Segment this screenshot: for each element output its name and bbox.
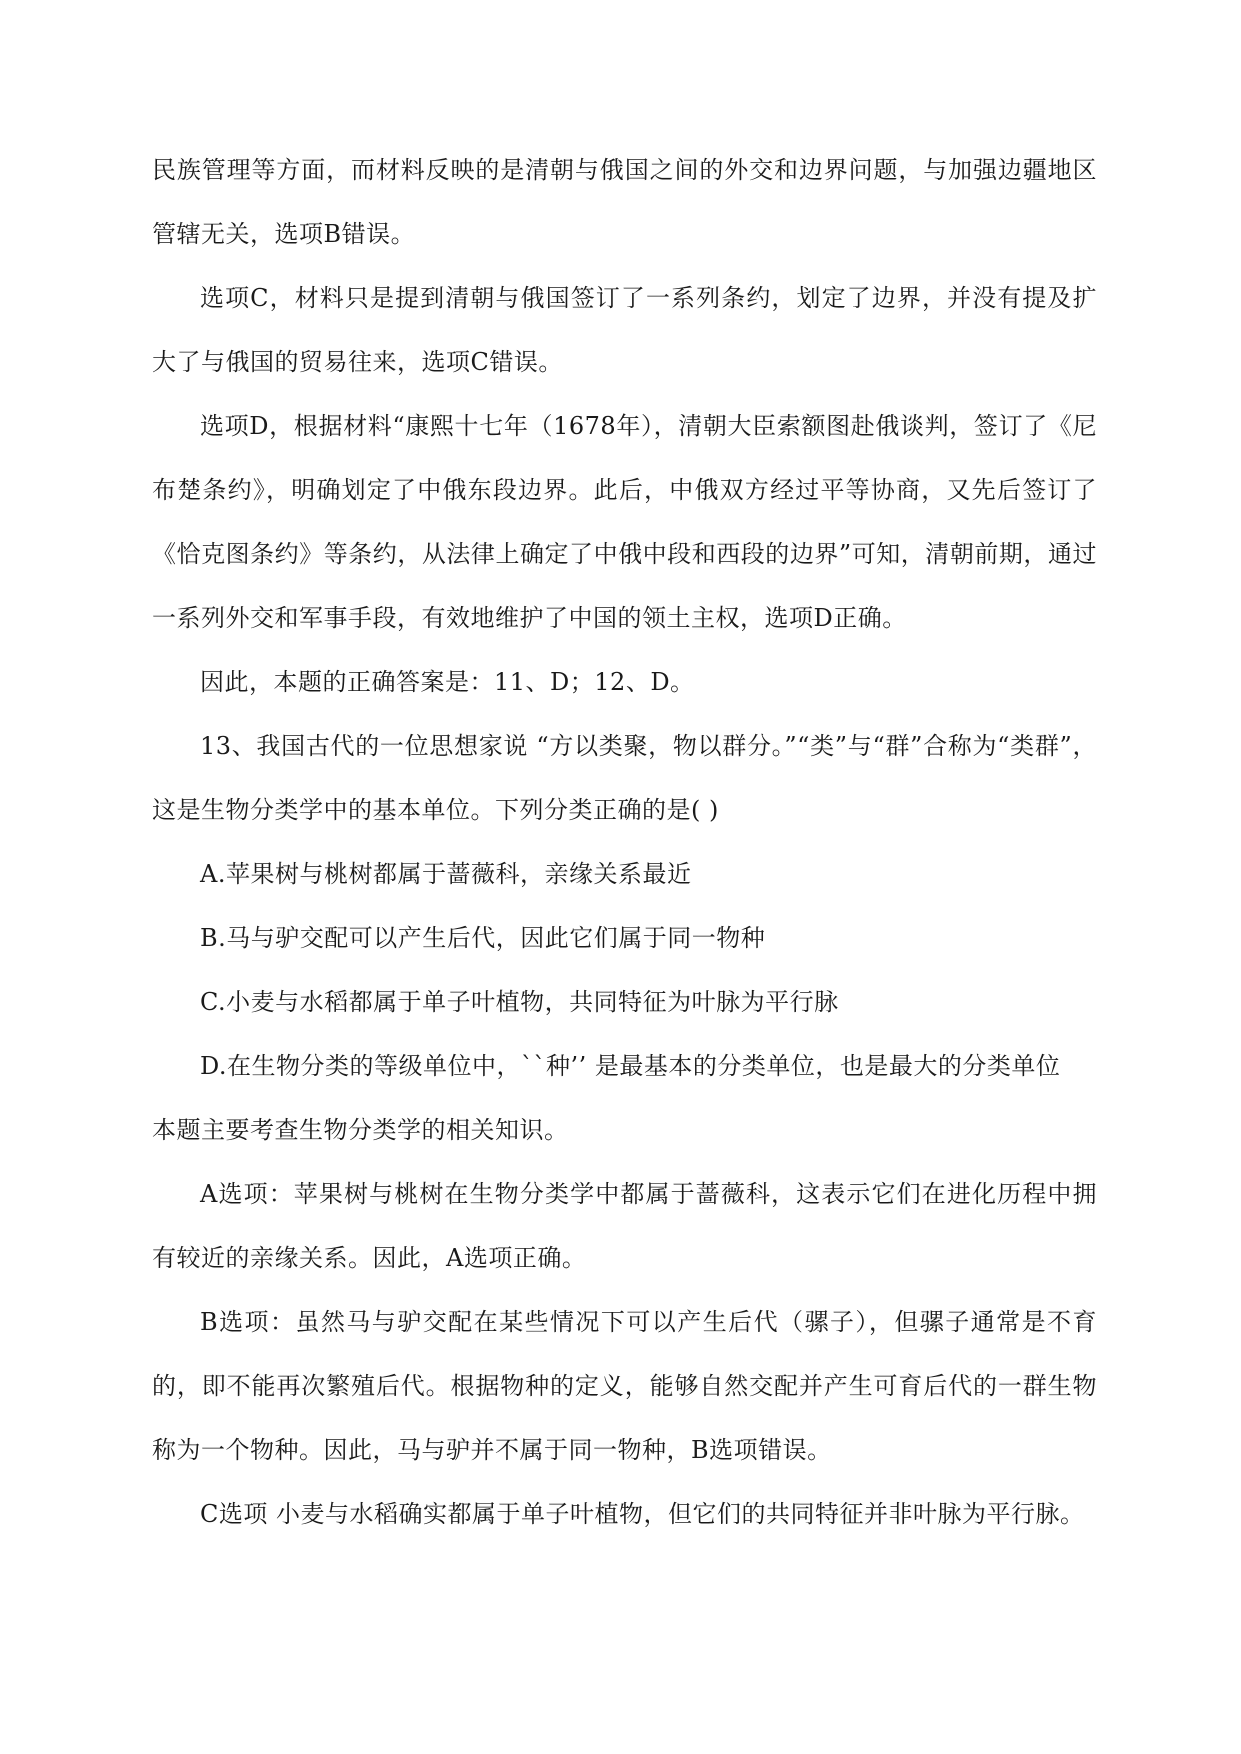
document-body: [152, 138, 1097, 1546]
paragraph-answer: 因此，本题的正确答案是：11、D；12、D。: [200, 668, 695, 696]
paragraph-option-d: 选项D，根据材料“康熙十七年（1678年），清朝大臣索额图赴俄谈判，签订了《尼布楚条约》，明确划定了中俄东段边界。此后，中俄双方经过平等协商，又先后签订了《恰克图条约》等条约，从法律上确定了中俄中段和西段的边界”可知，清朝前期，通过一系列外交和军事手段，有效地维护了中国的领土主权，选项D正确。: [152, 412, 1097, 632]
choice-d: D.在生物分类的等级单位中，``种’’ 是最基本的分类单位，也是最大的分类单位: [200, 1052, 1061, 1080]
choice-c: C.小麦与水稻都属于单子叶植物，共同特征为叶脉为平行脉: [200, 988, 839, 1016]
question-13: 13、我国古代的一位思想家说 “方以类聚，物以群分。”“类”与“群”合称为“类群”，这是生物分类学中的基本单位。下列分类正确的是( ): [152, 732, 1097, 824]
analysis-intro: 本题主要考查生物分类学的相关知识。: [152, 1116, 569, 1144]
analysis-b: B选项：虽然马与驴交配在某些情况下可以产生后代（骡子），但骡子通常是不育的，即不能再次繁殖后代。根据物种的定义，能够自然交配并产生可育后代的一群生物称为一个物种。因此，马与驴并不属于同一物种，B选项错误。: [152, 1308, 1097, 1464]
paragraph-option-c: 选项C，材料只是提到清朝与俄国签订了一系列条约，划定了边界，并没有提及扩大了与俄国的贸易往来，选项C错误。: [152, 284, 1097, 376]
analysis-a: A选项：苹果树与桃树在生物分类学中都属于蔷薇科，这表示它们在进化历程中拥有较近的亲缘关系。因此，A选项正确。: [152, 1180, 1097, 1272]
analysis-c: C选项 小麦与水稻确实都属于单子叶植物，但它们的共同特征并非叶脉为平行脉。: [200, 1500, 1085, 1528]
paragraph-b-conclusion: 民族管理等方面，而材料反映的是清朝与俄国之间的外交和边界问题，与加强边疆地区管辖无关，选项B错误。: [152, 156, 1097, 248]
choice-b: B.马与驴交配可以产生后代，因此它们属于同一物种: [200, 924, 766, 952]
choice-a: A.苹果树与桃树都属于蔷薇科，亲缘关系最近: [200, 860, 692, 888]
